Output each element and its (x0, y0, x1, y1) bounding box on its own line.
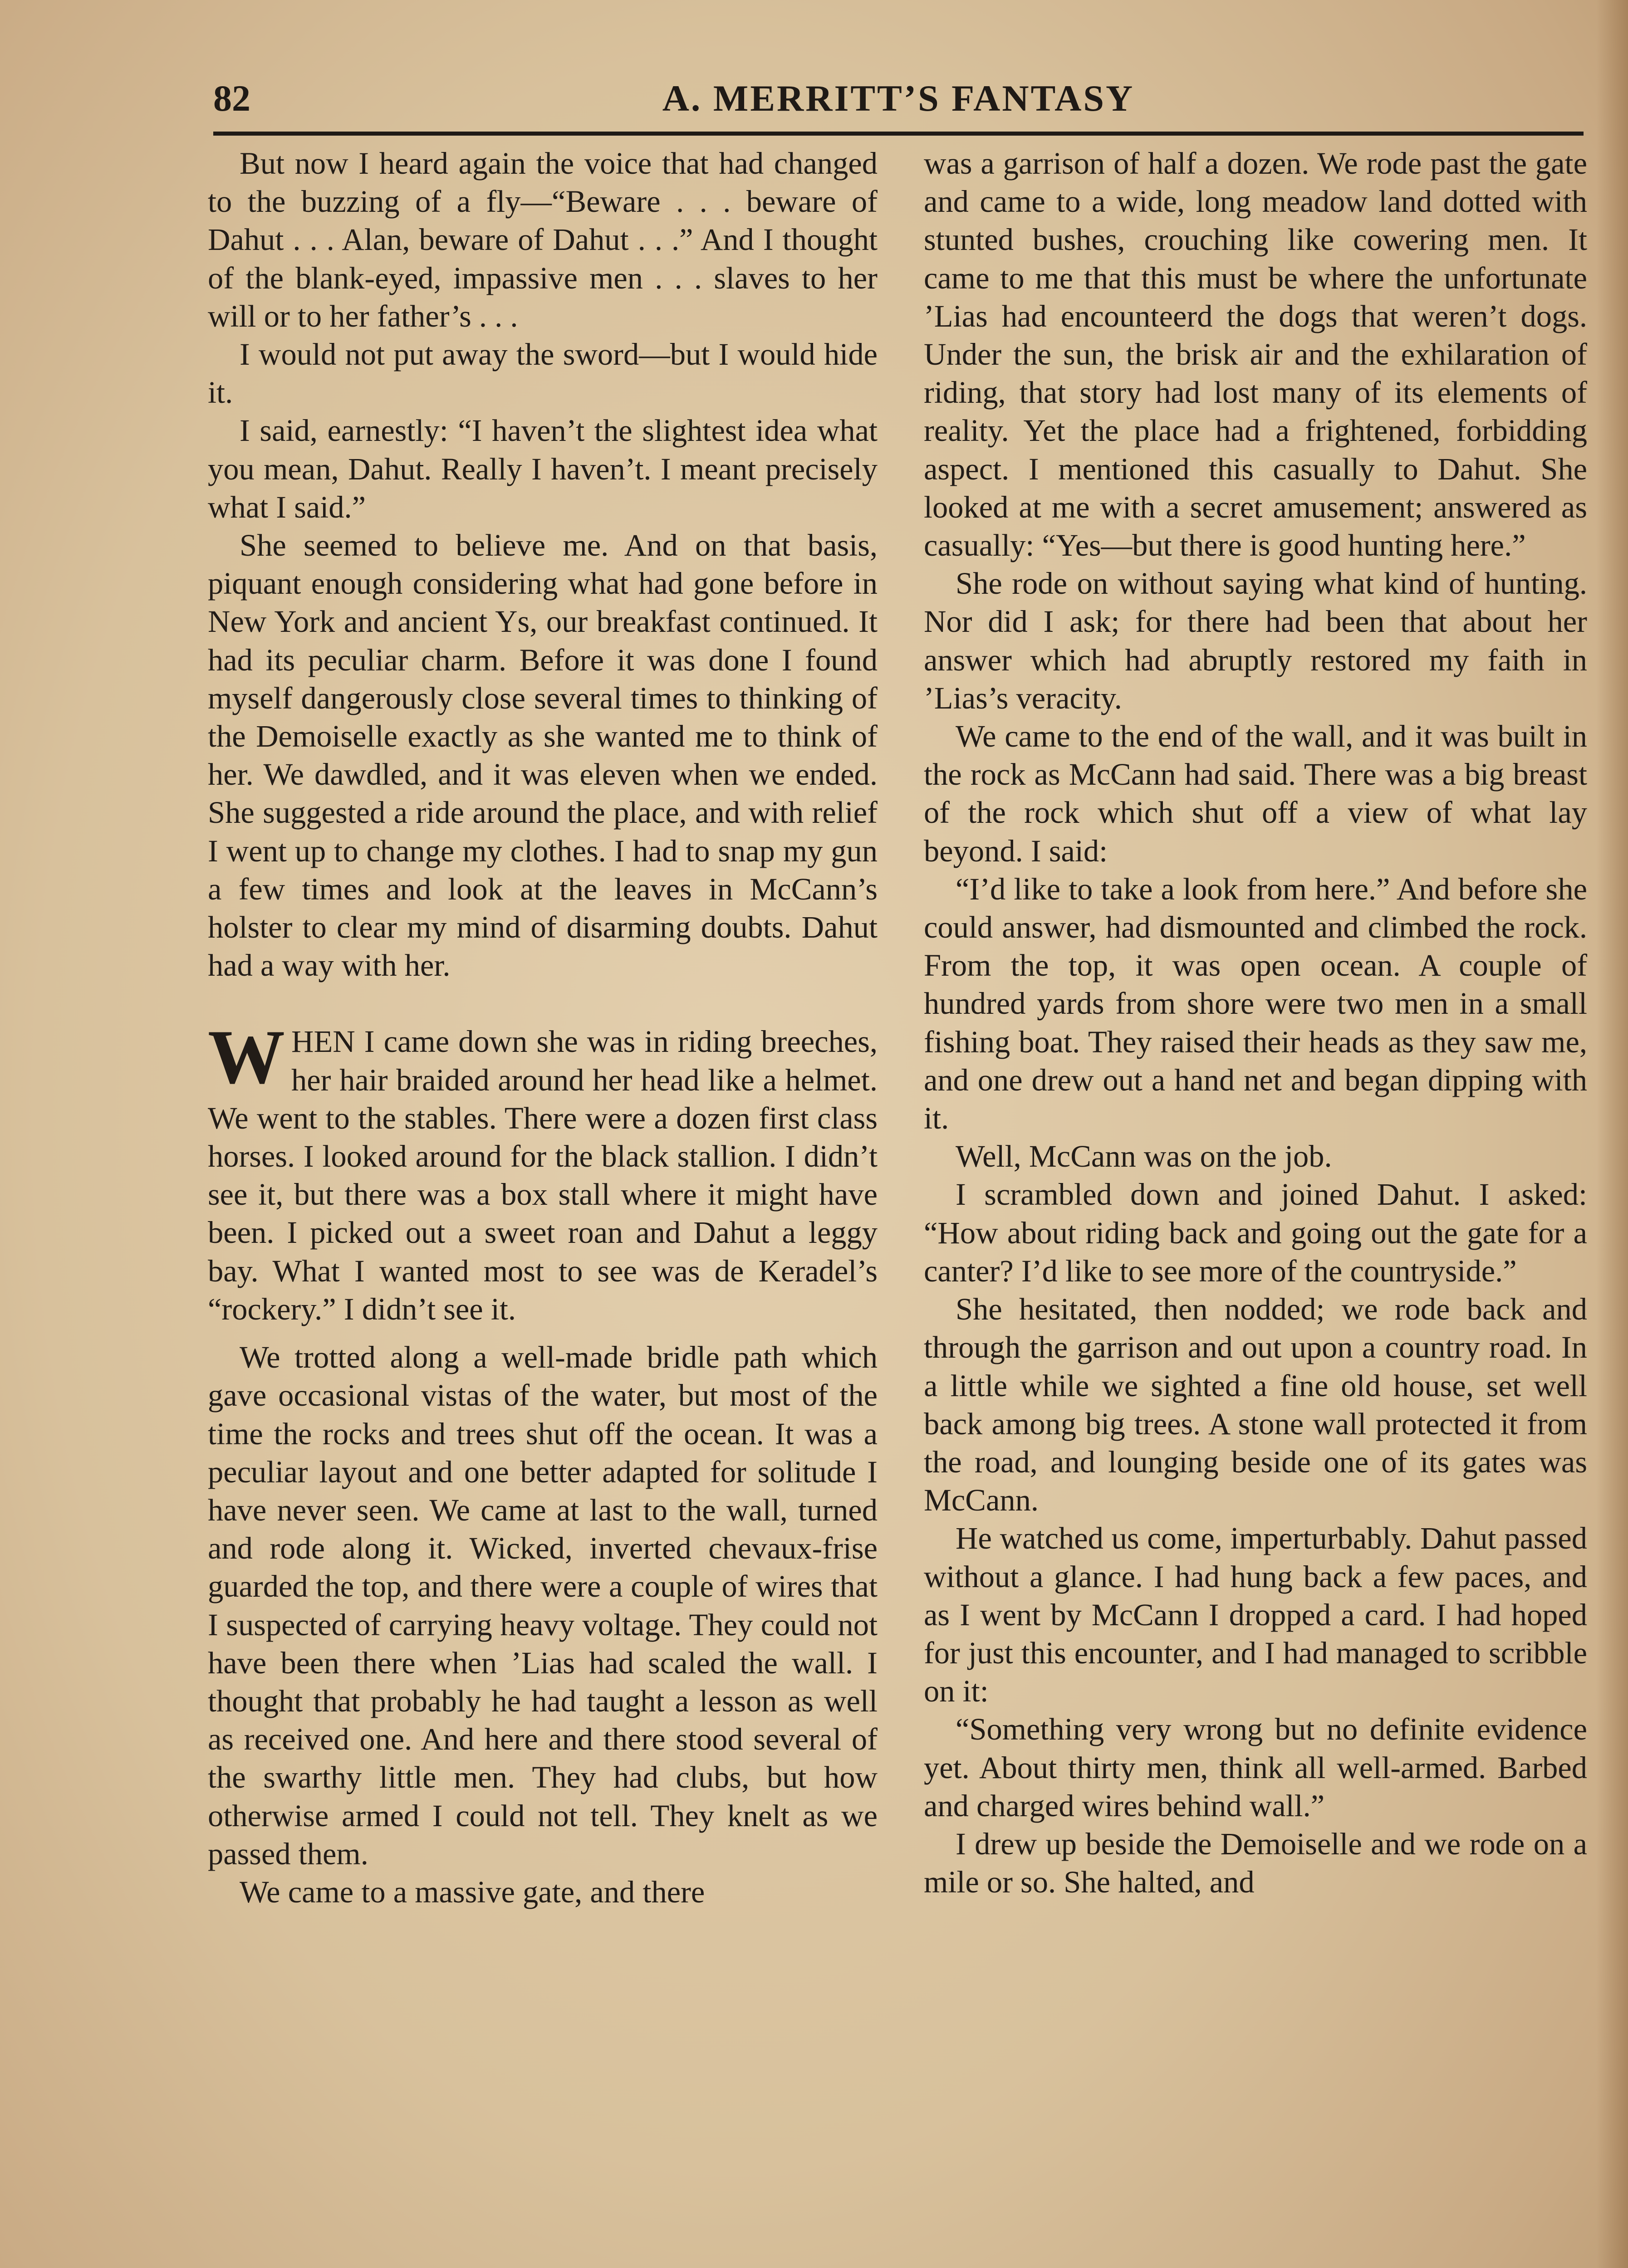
paragraph: But now I heard again the voice that had changed to the buzzing of a fly—“Beware . . . beware of Dahut . . . Alan, beware of Dahut . . .” And I thought of the blank-eyed, impassive men . . . slaves to her will or to her father’s . . . (208, 146, 878, 333)
paragraph: “I’d like to take a look from here.” And before she could answer, had dismounted and climbed the rock. From the top, it was open ocean. A couple of hundred yards from shore were two men in a small fishing boat. They raised their heads as they saw me, and one drew out a hand net and began dipping with it. (924, 871, 1587, 1136)
paragraph: I drew up beside the Demoiselle and we rode on a mile or so. She halted, and (924, 1826, 1587, 1900)
lead-in: HEN (291, 1024, 355, 1059)
paragraph: We came to the end of the wall, and it was built in the rock as McCann had said. There was a big breast of the rock which shut off a view of what lay beyond. I said: (924, 719, 1587, 868)
page-edge-shadow (1596, 0, 1628, 2268)
paragraph: She seemed to believe me. And on that basis, piquant enough considering what had gone before in New York and ancient Ys, our breakfast continued. It had its peculiar charm. Before it was done I found myself dangerously close several times to thinking of the Demoiselle exactly as she wanted me to think of her. We dawdled, and it was eleven when we ended. She suggested a ride around the place, and with relief I went up to change my clothes. I had to snap my gun a few times and look at the leaves in McCann’s holster to clear my mind of disarming doubts. Dahut had a way with her. (208, 528, 878, 983)
paragraph: Well, McCann was on the job. (956, 1139, 1332, 1174)
left-column (208, 144, 878, 1911)
paragraph: was a garrison of half a dozen. We rode past the gate and came to a wide, long meadow land dotted with stunted bushes, crouching like cowering men. It came to me that this must be where the unfortunate ’Lias had encounteerd the dogs that weren’t dogs. Under the sun, the brisk air and the exhilaration of riding, that story had lost many of its elements of reality. Yet the place had a frightened, forbidding aspect. I mentioned this casually to Dahut. She looked at me with a secret amusement; answered as casually: “Yes—but there is good hunting here.” (924, 146, 1587, 563)
right-column (924, 144, 1587, 1901)
paragraph-text: I came down she was in riding breeches, her hair braided around her head like a helmet. We went to the stables. There were a dozen first class horses. I looked around for the black stallion. I didn’t see it, but there was a box stall where it might have been. I picked out a sweet roan and Dahut a leggy bay. What I wanted most to see was de Keradel’s “rockery.” I didn’t see it. (208, 1024, 878, 1326)
paragraph: I scrambled down and joined Dahut. I asked: “How about riding back and going out the gate for a canter? I’d like to see more of the countryside.” (924, 1177, 1587, 1288)
page-header (213, 73, 1584, 136)
page-number: 82 (213, 78, 250, 119)
paragraph: I said, earnestly: “I haven’t the slightest idea what you mean, Dahut. Really I haven’t. I meant precisely what I said.” (208, 413, 878, 524)
section-opening-paragraph (208, 1014, 878, 1328)
running-head: A. MERRITT’S FANTASY (662, 78, 1135, 119)
paragraph: I would not put away the sword—but I would hide it. (208, 337, 878, 410)
paragraph: “Something very wrong but no definite evidence yet. About thirty men, think all well-armed. Barbed and charged wires behind wall.” (924, 1712, 1587, 1823)
paragraph: She hesitated, then nodded; we rode back and through the garrison and out upon a country road. In a little while we sighted a fine old house, set well back among big trees. A stone wall protected it from the road, and lounging beside one of its gates was McCann. (924, 1292, 1587, 1518)
paragraph: We trotted along a well-made bridle path which gave occasional vistas of the water, but most of the time the rocks and trees shut off the ocean. It was a peculiar layout and one better adapted for solitude I have never seen. We came at last to the wall, turned and rode along it. Wicked, inverted chevaux-frise guarded the top, and there were a couple of wires that I suspected of carrying heavy voltage. They could not have been there when ’Lias had scaled the wall. I thought that probably he had taught a lesson as well as received one. And here and there stood several of the swarthy little men. They had clubs, but how otherwise armed I could not tell. They knelt as we passed them. (208, 1340, 878, 1871)
paragraph: She rode on without saying what kind of hunting. Nor did I ask; for there had been that about her answer which had abruptly restored my faith in ’Lias’s veracity. (924, 566, 1587, 715)
paragraph: He watched us come, imperturbably. Dahut passed without a glance. I had hung back a few paces, and as I went by McCann I dropped a card. I had hoped for just this encounter, and I had managed to scribble on it: (924, 1521, 1587, 1709)
drop-cap: W (208, 1014, 285, 1100)
paragraph: We came to a massive gate, and there (240, 1874, 705, 1909)
